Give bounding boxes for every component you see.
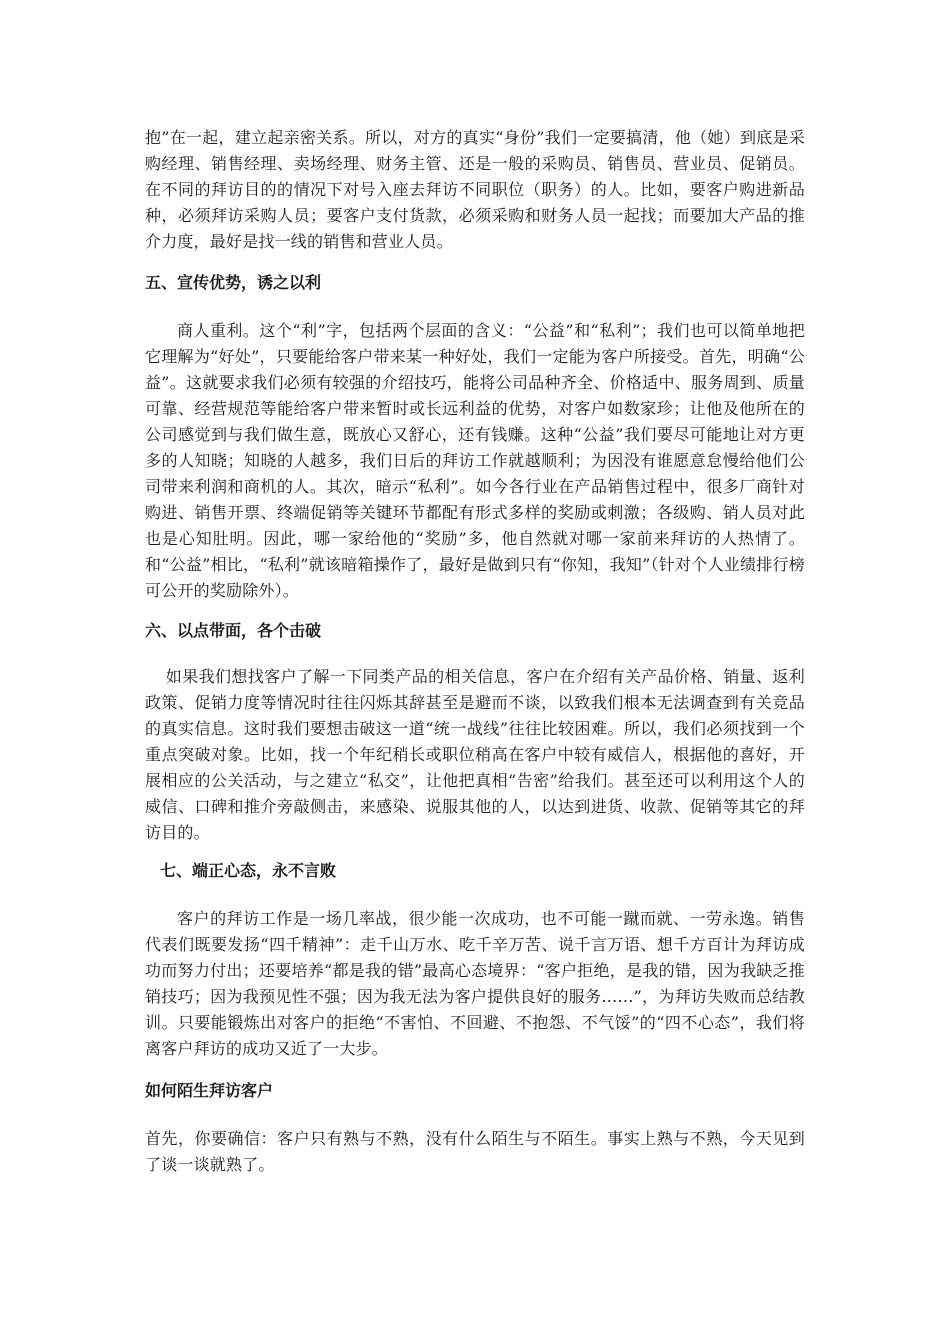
section-heading-5: 五、宣传优势，诱之以利 [145, 273, 322, 292]
paragraph-intro-continued: 抱”在一起，建立起亲密关系。所以，对方的真实“身份”我们一定要搞清，他（她）到底是采购经理、销售经理、卖场经理、财务主管、还是一般的采购员、销售员、营业员、促销员。在不同的拜访目的的情况下对号入座去拜访不同职位（职务）的人。比如，要客户购进新品种，必须拜访采购人员；要客户支付货款，必须采购和财务人员一起找；而要加大产品的推介力度，最好是找一线的销售和营业人员。 [145, 128, 805, 251]
paragraph-section-6: 如果我们想找客户了解一下同类产品的相关信息，客户在介绍有关产品价格、销量、返利政策、促销力度等情况时往往闪烁其辞甚至是避而不谈，以致我们根本无法调查到有关竞品的真实信息。这时我们要想击破这一道“统一战线”往往比较困难。所以，我们必须找到一个重点突破对象。比如，找一个年纪稍长或职位稍高在客户中较有威信人，根据他的喜好，开展相应的公关活动，与之建立“私交”，让他把真相“告密”给我们。甚至还可以利用这个人的威信、口碑和推介旁敲侧击，来感染、说服其他的人，以达到进货、收款、促销等其它的拜访目的。 [145, 667, 805, 842]
paragraph-cold-visit: 首先，你要确信：客户只有熟与不熟，没有什么陌生与不陌生。事实上熟与不熟，今天见到了谈一谈就熟了。 [145, 1129, 805, 1174]
section-heading-7: 七、端正心态，永不言败 [160, 861, 337, 880]
paragraph-section-7: 客户的拜访工作是一场几率战，很少能一次成功，也不可能一蹴而就、一劳永逸。销售代表们既要发扬“四千精神”：走千山万水、吃千辛万苦、说千言万语、想千方百计为拜访成功而努力付出；还要培养“都是我的错”最高心态境界：“客户拒绝，是我的错，因为我缺乏推销技巧；因为我预见性不强；因为我无法为客户提供良好的服务……”，为拜访失败而总结教训。只要能锻炼出对客户的拒绝“不害怕、不回避、不抱怨、不气馁”的“四不心态”，我们将离客户拜访的成功又近了一大步。 [145, 909, 805, 1058]
section-heading-cold-visit: 如何陌生拜访客户 [145, 1081, 274, 1100]
section-heading-6: 六、以点带面，各个击破 [145, 621, 322, 640]
paragraph-section-5: 商人重利。这个“利”字，包括两个层面的含义：“公益”和“私利”；我们也可以简单地把它理解为“好处”，只要能给客户带来某一种好处，我们一定能为客户所接受。首先，明确“公益”。这就要求我们必须有较强的介绍技巧，能将公司品种齐全、价格适中、服务周到、质量可靠、经营规范等能给客户带来暂时或长远利益的优势，对客户如数家珍；让他及他所在的公司感觉到与我们做生意，既放心又舒心，还有钱赚。这种“公益”我们要尽可能地让对方更多的人知晓；知晓的人越多，我们日后的拜访工作就越顺利；为因没有谁愿意怠慢给他们公司带来利润和商机的人。其次，暗示“私利”。如今各行业在产品销售过程中，很多厂商针对购进、销售开票、终端促销等关键环节都配有形式多样的奖励或刺激；各级购、销人员对此也是心知肚明。因此，哪一家给他的“奖励”多，他自然就对哪一家前来拜访的人热情了。和“公益”相比，“私利”就该暗箱操作了，最好是做到只有“你知，我知”（针对个人业绩排行榜可公开的奖励除外）。 [145, 321, 805, 600]
